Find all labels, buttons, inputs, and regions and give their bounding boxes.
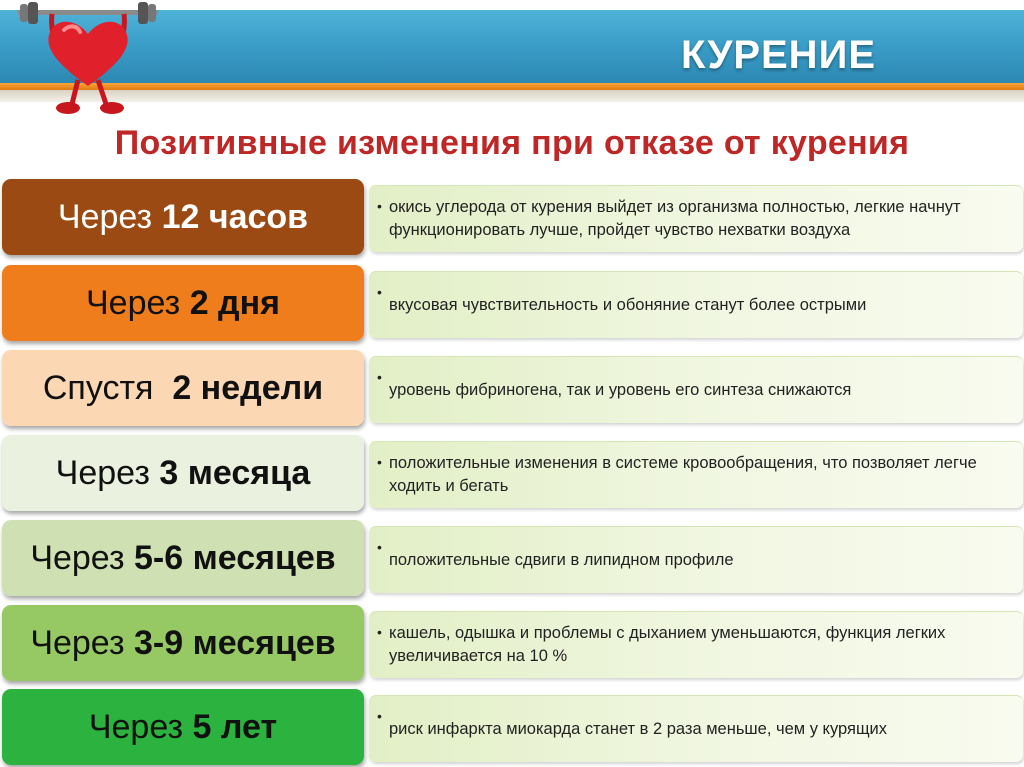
change-description-box [369, 441, 1023, 508]
change-description-box [369, 271, 1023, 338]
timeline-row [0, 350, 1024, 428]
period-value: 3 месяца [159, 453, 311, 492]
period-label [2, 265, 364, 341]
change-description: уровень фибриногена, так и уровень его синтеза снижаются [389, 380, 852, 399]
description-content [377, 612, 1013, 678]
bullet-icon: • [377, 198, 382, 214]
period-value: 12 часов [161, 197, 309, 236]
change-description: положительные изменения в системе кровообращения, что позволяет легче ходить и бегать [389, 454, 977, 495]
period-value: 2 недели [172, 368, 324, 407]
timeline-row [0, 179, 1024, 257]
bullet-icon: • [377, 284, 382, 300]
period-value: 2 дня [189, 283, 280, 322]
description-content [377, 527, 1013, 593]
period-label [2, 350, 364, 426]
page-title: КУРЕНИЕ [681, 33, 876, 77]
timeline-row [0, 689, 1024, 767]
period-prefix: Через [55, 453, 160, 492]
period-label [2, 605, 364, 681]
timeline-row [0, 265, 1024, 343]
change-description: положительные сдвиги в липидном профиле [389, 550, 734, 569]
change-description-box [369, 611, 1023, 678]
bullet-icon: • [377, 454, 382, 470]
description-content [377, 696, 1013, 762]
bullet-icon: • [377, 708, 382, 724]
period-value: 5-6 месяцев [134, 538, 336, 577]
change-description: риск инфаркта миокарда станет в 2 раза меньше, чем у курящих [389, 719, 887, 738]
description-content [377, 442, 1013, 508]
timeline-row [0, 605, 1024, 683]
change-description-box [369, 695, 1023, 762]
period-prefix: Через [30, 538, 134, 577]
period-label [2, 520, 364, 596]
bullet-icon: • [377, 624, 382, 640]
change-description: кашель, одышка и проблемы с дыханием уменьшаются, функция легких увеличивается на 10 % [389, 624, 946, 665]
bullet-icon: • [377, 539, 382, 555]
change-description-box [369, 526, 1023, 593]
period-prefix: Через [30, 623, 134, 662]
slide-subtitle: Позитивные изменения при отказе от курения [114, 124, 910, 162]
change-description: окись углерода от курения выйдет из организма полностью, легкие начнут функционировать лучше, пройдет чувство нехватки воздуха [389, 198, 961, 239]
description-content [377, 186, 1013, 252]
period-label [2, 179, 364, 255]
change-description-box [369, 356, 1023, 423]
period-value: 5 лет [192, 707, 278, 746]
description-content [377, 357, 1013, 423]
period-prefix: Через [57, 197, 162, 236]
bullet-icon: • [377, 369, 382, 385]
period-prefix: Через [86, 283, 190, 322]
change-description: вкусовая чувствительность и обоняние станут более острыми [389, 295, 867, 314]
period-label [2, 435, 364, 511]
heart-barbell-mascot-icon [14, 0, 162, 120]
timeline-row [0, 520, 1024, 598]
description-content [377, 272, 1013, 338]
timeline-row [0, 435, 1024, 513]
change-description-box [369, 185, 1023, 252]
period-prefix: Через [88, 707, 193, 746]
period-value: 3-9 месяцев [134, 623, 336, 662]
period-label [2, 689, 364, 765]
period-prefix: Спустя [42, 368, 173, 407]
